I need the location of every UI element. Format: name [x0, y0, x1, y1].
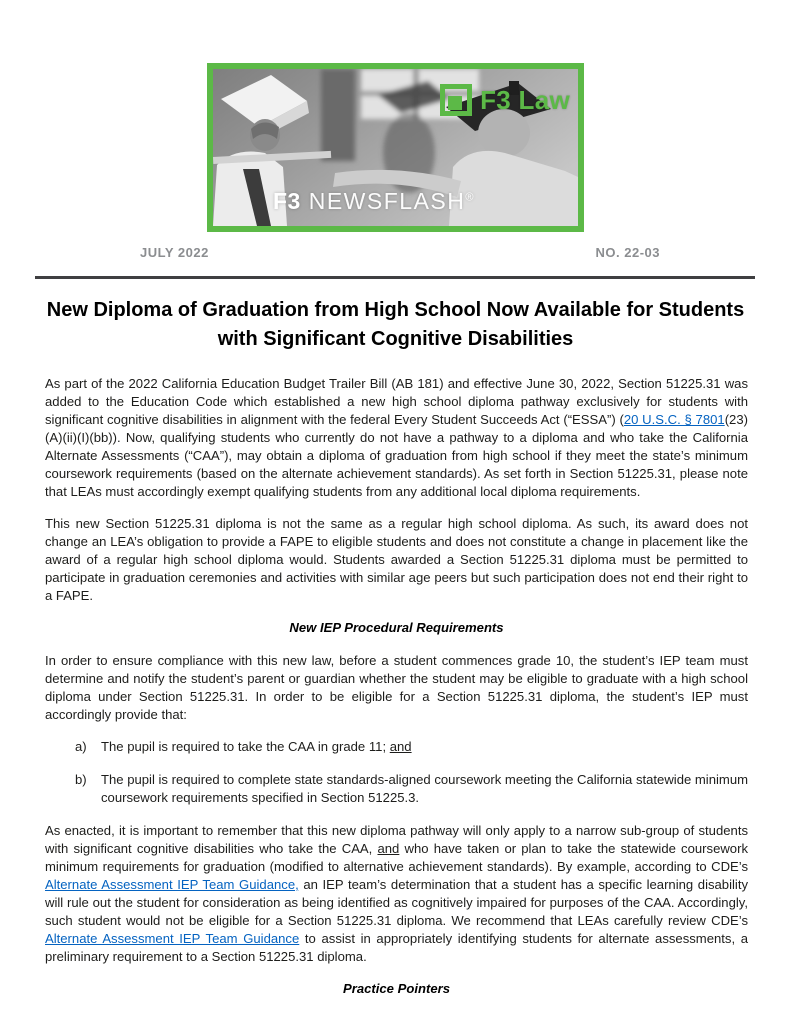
- paragraph-compliance: [45, 652, 748, 724]
- page-title: New Diploma of Graduation from High School Now Available for Students with Significant Cognitive Disabilities: [46, 299, 745, 350]
- issue-row: [140, 245, 660, 260]
- hyperlink[interactable]: Alternate Assessment IEP Team Guidance: [45, 931, 300, 946]
- article-body: [45, 375, 748, 1013]
- f3law-logo-text: F3 Law: [480, 84, 570, 115]
- text-run: In order to ensure compliance with this new law, before a student commences grade 10, the student’s IEP team must determine and notify the student’s parent or guardian whether the student may be eligible to graduate with a high school diploma under Section 51225.31. In order to be eligible for a Section 51225.31 diploma, the student’s IEP must accordingly provide that:: [45, 653, 748, 722]
- text-run: The pupil is required to take the CAA in grade 11;: [101, 739, 390, 754]
- issue-date: JULY 2022: [140, 245, 209, 260]
- text-run: (23)(A)(ii)(I)(bb)). Now, qualifying students who currently do not have a pathway to a diploma and who take the California Alternate Assessments (“CAA”), may obtain a diploma of graduation from high school if they meet the state’s minimum coursework requirements (based on the alternate achievement standards). As set forth in Section 51225.31, please note that LEAs must accordingly exempt qualifying students from any additional local diploma requirements.: [45, 412, 748, 499]
- wordmark-newsflash: NEWSFLASH: [300, 188, 466, 214]
- hyperlink[interactable]: 20 U.S.C. § 7801: [623, 412, 725, 427]
- registered-trademark: ®: [465, 191, 474, 204]
- text-run: This new Section 51225.31 diploma is not the same as a regular high school diploma. As such, its award does not change an LEA’s obligation to provide a FAPE to eligible students and does not constitute a change in placement like the award of a regular high school diploma would. Students awarded a Section 51225.31 diploma must be permitted to participate in graduation ceremonies and activities with similar age peers but such participation does not end their right to a FAPE.: [45, 516, 748, 603]
- text-run: to assist in appropriately identifying students for alternate assessments, a preliminary requirement to a Section 51225.31 diploma.: [45, 931, 749, 964]
- text-run: The pupil is required to complete state standards-aligned coursework meeting the California statewide minimum coursework requirements specified in Section 51225.3.: [101, 772, 749, 805]
- paragraph-fape: [45, 515, 748, 605]
- issue-number: NO. 22-03: [595, 245, 660, 260]
- requirements-list: [75, 738, 748, 807]
- text-run: As part of the 2022 California Education Budget Trailer Bill (AB 181) and effective June 30, 2022, Section 51225.31 was added to the Education Code which established a new high school diploma pathway exclusively for students with significant cognitive disabilities in alignment with the federal Every Student Succeeds Act (“ESSA”) (: [45, 376, 748, 427]
- horizontal-rule: [35, 276, 755, 279]
- f3law-logo-icon: [440, 84, 472, 116]
- hyperlink[interactable]: Alternate Assessment IEP Team Guidance,: [45, 877, 299, 892]
- text-run: As enacted, it is important to remember that this new diploma pathway will only apply to a narrow sub-group of students with significant cognitive disabilities who take the CAA,: [45, 823, 748, 856]
- list-text-b: [101, 771, 748, 807]
- section-heading-practice-pointers: Practice Pointers: [343, 981, 450, 996]
- list-marker-b: b): [75, 772, 87, 787]
- underlined-text: and: [377, 841, 400, 856]
- text-run: an IEP team’s determination that a student has a specific learning disability will rule out the student for consideration as being identified as cognitively impaired for purposes of the CAA. Accordingly, such student would not be eligible for a Section 51225.31 diploma. We recommend that LEAs carefully review CDE’s: [45, 877, 748, 928]
- paragraph-enacted: [45, 822, 748, 966]
- header-banner: [207, 63, 584, 232]
- text-run: who have taken or plan to take the statewide coursework minimum requirements for graduation (modified to alternative achievement standards). By example, according to CDE’s: [45, 841, 749, 874]
- f3law-logo-inner-square: [448, 96, 462, 110]
- newsflash-wordmark: [273, 188, 473, 215]
- list-item-a: [75, 738, 748, 756]
- f3law-logo: [440, 84, 570, 116]
- list-marker-a: a): [75, 739, 87, 754]
- paragraph-intro: [45, 375, 748, 501]
- wordmark-f3: F3: [273, 188, 301, 214]
- list-item-b: [75, 771, 748, 807]
- underlined-text: and: [389, 739, 412, 754]
- section-heading-iep-requirements: New IEP Procedural Requirements: [289, 620, 504, 635]
- list-text-a: [101, 738, 748, 756]
